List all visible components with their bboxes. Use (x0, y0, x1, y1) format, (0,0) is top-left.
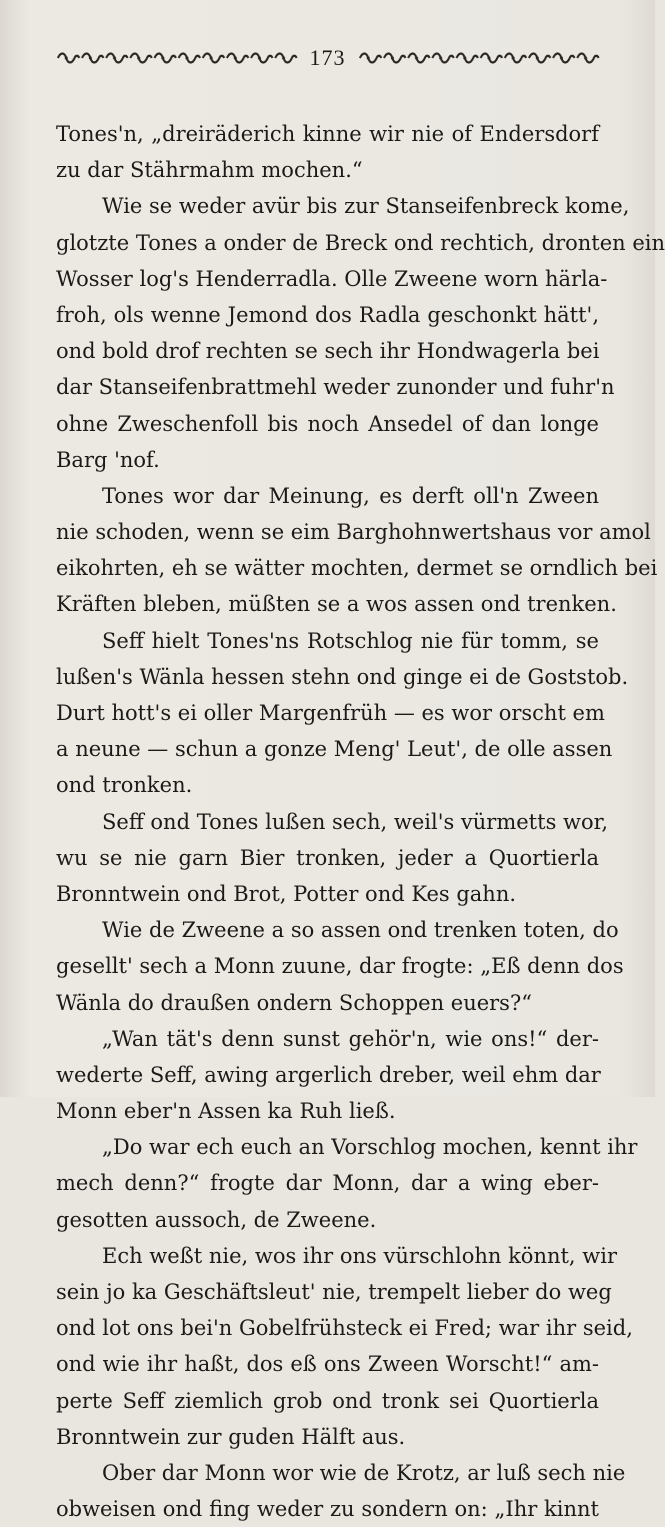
text-line: Wosser log's Henderradla. Olle Zweene worn härla- (56, 266, 608, 291)
text-line: glotzte Tones a onder de Breck ond rechtich, dronten ein (56, 230, 665, 255)
text-line: gesotten aussoch, de Zweene. (56, 1207, 377, 1232)
ornament-left-icon (56, 51, 298, 65)
page-header (56, 40, 599, 76)
text-line: Bronntwein ond Brot, Potter ond Kes gahn. (56, 881, 517, 906)
text-line: perte Seff ziemlich grob ond tronk sei Quortierla (56, 1388, 599, 1413)
text-line: obweisen ond fing weder zu sondern on: „Ihr kinnt (56, 1497, 599, 1522)
text-line: Tones'n, „dreiräderich kinne wir nie of Endersdorf (56, 122, 599, 146)
text-line: wu se nie garn Bier tronken, jeder a Quortierla (56, 845, 599, 870)
text-line: nie schoden, wenn se eim Barghohnwertshaus vor amol (56, 520, 651, 545)
text-line: Seff hielt Tones'ns Rotschlog nie für tomm, se (102, 628, 599, 653)
text-line: Tones wor dar Meinung, es derft oll'n Zween (102, 483, 599, 508)
text-line: ond tronken. (56, 773, 193, 798)
text-line: Seff ond Tones lußen sech, weil's vürmetts wor, (102, 809, 609, 834)
text-line: a neune — schun a gonze Meng' Leut', de olle assen (56, 737, 613, 762)
text-line: eikohrten, eh se wätter mochten, dermet se orndlich bei (56, 556, 658, 581)
text-line: ond lot ons bei'n Gobelfrühsteck ei Fred; war ihr seid, (56, 1316, 633, 1341)
text-line: dar Stanseifenbrattmehl weder zunonder und fuhr'n (56, 375, 615, 400)
text-line: Barg 'nof. (56, 447, 160, 472)
text-line: ohne Zweschenfoll bis noch Ansedel of dan longe (56, 411, 599, 436)
text-line: wederte Seff, awing argerlich dreber, weil ehm dar (56, 1062, 601, 1087)
text-line: ond bold drof rechten se sech ihr Hondwagerla bei (56, 339, 600, 364)
ornament-right-icon (358, 51, 600, 65)
text-line: froh, ols wenne Jemond dos Radla geschonkt hätt', (56, 302, 599, 327)
text-line: mech denn?“ frogte dar Monn, dar a wing eber- (56, 1171, 599, 1196)
text-line: ond wie ihr haßt, dos eß ons Zween Worscht!“ am- (56, 1352, 599, 1377)
text-line: zu dar Stährmahm mochen.“ (56, 158, 363, 183)
ornament-border-left (56, 51, 298, 65)
text-line: Ech weßt nie, wos ihr ons vürschlohn könnt, wir (102, 1243, 618, 1268)
text-line: „Wan tät's denn sunst gehör'n, wie ons!“ der- (102, 1026, 599, 1051)
text-line: lußen's Wänla hessen stehn ond ginge ei de Goststob. (56, 664, 629, 689)
text-line: sein jo ka Geschäftsleut' nie, trempelt lieber do weg (56, 1280, 612, 1304)
page-number: 173 (309, 45, 346, 70)
ornament-border-right (358, 51, 600, 65)
text-line: „Do war ech euch an Vorschlog mochen, kennt ihr (102, 1135, 638, 1160)
text-line: Ober dar Monn wor wie de Krotz, ar luß sech nie (102, 1460, 626, 1485)
text-line: Monn eber'n Assen ka Ruh ließ. (56, 1099, 396, 1124)
page-text (56, 116, 665, 1527)
text-line: Wie se weder avür bis zur Stanseifenbreck kome, (102, 194, 630, 219)
text-line: Bronntwein zur guden Hälft aus. (56, 1424, 406, 1449)
text-line: Wänla do draußen ondern Schoppen euers?“ (56, 990, 532, 1015)
text-line: Wie de Zweene a so assen ond trenken toten, do (102, 918, 619, 943)
text-line: Durt hott's ei oller Margenfrüh — es wor orscht em (56, 701, 605, 725)
text-line: gesellt' sech a Monn zuune, dar frogte: „Eß denn dos (56, 954, 624, 979)
text-line: Kräften bleben, müßten se a wos assen ond trenken. (56, 592, 617, 617)
